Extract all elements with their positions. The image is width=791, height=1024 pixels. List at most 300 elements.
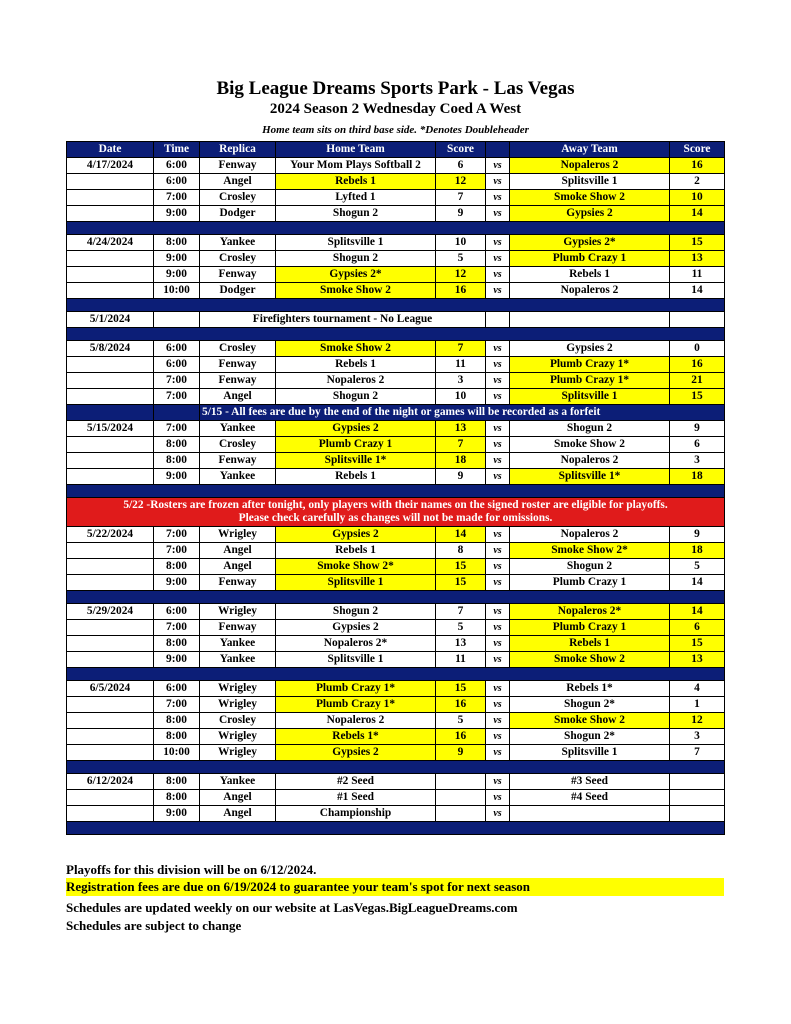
game-row bbox=[67, 389, 725, 405]
page-subtitle: 2024 Season 2 Wednesday Coed A West bbox=[269, 101, 522, 117]
home-score-cell: 15 bbox=[436, 559, 486, 575]
away-score-cell: 14 bbox=[670, 575, 725, 591]
vs-cell: vs bbox=[486, 713, 510, 729]
away-score-cell: 4 bbox=[670, 681, 725, 697]
away-score-cell: 6 bbox=[670, 437, 725, 453]
away-team-cell: Nopaleros 2* bbox=[510, 604, 670, 620]
away-score-cell: 14 bbox=[670, 283, 725, 299]
away-team-cell: Splitsville 1 bbox=[510, 389, 670, 405]
home-score-cell: 9 bbox=[436, 206, 486, 222]
replica-field-cell: Dodger bbox=[200, 206, 276, 222]
date-cell: 6/12/2024 bbox=[67, 774, 154, 790]
home-team-cell: Splitsville 1* bbox=[276, 453, 436, 469]
home-score-cell: 11 bbox=[436, 652, 486, 668]
replica-field-cell: Wrigley bbox=[200, 681, 276, 697]
vs-cell: vs bbox=[486, 267, 510, 283]
away-team-cell: Rebels 1 bbox=[510, 636, 670, 652]
home-team-cell: Your Mom Plays Softball 2 bbox=[276, 158, 436, 174]
col-replica: Replica bbox=[200, 142, 276, 158]
home-score-cell: 7 bbox=[436, 604, 486, 620]
home-team-cell: Plumb Crazy 1* bbox=[276, 697, 436, 713]
table-header-row bbox=[67, 142, 725, 158]
replica-field-cell: Yankee bbox=[200, 235, 276, 251]
date-cell bbox=[67, 697, 154, 713]
registration-note: Registration fees are due on 6/19/2024 to guarantee your team's spot for next season bbox=[66, 878, 724, 896]
away-score-cell: 3 bbox=[670, 729, 725, 745]
date-cell: 4/24/2024 bbox=[67, 235, 154, 251]
vs-cell: vs bbox=[486, 357, 510, 373]
game-row bbox=[67, 469, 725, 485]
event-text: Firefighters tournament - No League bbox=[200, 312, 486, 328]
separator-cell bbox=[67, 761, 725, 774]
home-score-cell: 5 bbox=[436, 713, 486, 729]
date-cell: 6/5/2024 bbox=[67, 681, 154, 697]
home-team-cell: #2 Seed bbox=[276, 774, 436, 790]
away-score-cell: 18 bbox=[670, 543, 725, 559]
date-cell bbox=[67, 190, 154, 206]
vs-cell: vs bbox=[486, 158, 510, 174]
separator-cell bbox=[67, 668, 725, 681]
away-score-cell: 1 bbox=[670, 697, 725, 713]
vs-cell: vs bbox=[486, 790, 510, 806]
time-cell: 7:00 bbox=[154, 373, 200, 389]
replica-field-cell: Angel bbox=[200, 174, 276, 190]
game-row bbox=[67, 713, 725, 729]
home-score-cell: 11 bbox=[436, 357, 486, 373]
home-team-cell: Rebels 1 bbox=[276, 357, 436, 373]
date-cell bbox=[67, 559, 154, 575]
away-score-cell: 6 bbox=[670, 620, 725, 636]
home-team-cell: Shogun 2 bbox=[276, 251, 436, 267]
vs-cell: vs bbox=[486, 235, 510, 251]
notice-text: 5/15 - All fees are due by the end of the night or games will be recorded as a forfeit bbox=[200, 405, 725, 421]
time-cell: 9:00 bbox=[154, 652, 200, 668]
date-cell: 4/17/2024 bbox=[67, 158, 154, 174]
vs-cell: vs bbox=[486, 729, 510, 745]
replica-field-cell: Fenway bbox=[200, 373, 276, 389]
home-score-cell: 8 bbox=[436, 543, 486, 559]
replica-field-cell: Fenway bbox=[200, 620, 276, 636]
vs-cell: vs bbox=[486, 774, 510, 790]
vs-cell: vs bbox=[486, 575, 510, 591]
replica-field-cell: Yankee bbox=[200, 636, 276, 652]
vs-cell: vs bbox=[486, 283, 510, 299]
vs-cell: vs bbox=[486, 681, 510, 697]
home-team-cell: Rebels 1 bbox=[276, 469, 436, 485]
vs-cell: vs bbox=[486, 806, 510, 822]
home-score-cell bbox=[436, 774, 486, 790]
replica-field-cell: Crosley bbox=[200, 713, 276, 729]
time-cell: 8:00 bbox=[154, 453, 200, 469]
separator-row bbox=[67, 299, 725, 312]
vs-cell: vs bbox=[486, 604, 510, 620]
vs-cell: vs bbox=[486, 389, 510, 405]
separator-row bbox=[67, 761, 725, 774]
game-row bbox=[67, 174, 725, 190]
game-row bbox=[67, 620, 725, 636]
away-score-cell: 15 bbox=[670, 389, 725, 405]
away-team-cell: Gypsies 2 bbox=[510, 206, 670, 222]
home-team-cell: Smoke Show 2* bbox=[276, 559, 436, 575]
date-cell bbox=[67, 251, 154, 267]
away-team-cell bbox=[510, 806, 670, 822]
date-cell bbox=[67, 206, 154, 222]
date-cell bbox=[67, 543, 154, 559]
away-team-cell: Shogun 2* bbox=[510, 697, 670, 713]
game-row bbox=[67, 437, 725, 453]
away-team-cell: Plumb Crazy 1 bbox=[510, 620, 670, 636]
home-team-cell: Plumb Crazy 1 bbox=[276, 437, 436, 453]
time-cell: 9:00 bbox=[154, 575, 200, 591]
game-row bbox=[67, 453, 725, 469]
game-row bbox=[67, 267, 725, 283]
away-team-cell: Nopaleros 2 bbox=[510, 527, 670, 543]
home-team-cell: Nopaleros 2 bbox=[276, 373, 436, 389]
date-cell bbox=[67, 373, 154, 389]
away-score-cell: 12 bbox=[670, 713, 725, 729]
away-team-cell: Rebels 1* bbox=[510, 681, 670, 697]
away-team-cell: Splitsville 1 bbox=[510, 174, 670, 190]
replica-field-cell: Crosley bbox=[200, 190, 276, 206]
separator-cell bbox=[67, 222, 725, 235]
game-row bbox=[67, 421, 725, 437]
date-cell: 5/29/2024 bbox=[67, 604, 154, 620]
date-cell: 5/8/2024 bbox=[67, 341, 154, 357]
home-score-cell: 5 bbox=[436, 620, 486, 636]
home-score-cell: 14 bbox=[436, 527, 486, 543]
away-score-cell: 9 bbox=[670, 421, 725, 437]
time-cell: 6:00 bbox=[154, 158, 200, 174]
time-cell: 6:00 bbox=[154, 604, 200, 620]
replica-field-cell: Wrigley bbox=[200, 697, 276, 713]
replica-field-cell: Dodger bbox=[200, 283, 276, 299]
replica-field-cell: Fenway bbox=[200, 575, 276, 591]
date-cell bbox=[67, 469, 154, 485]
replica-field-cell: Wrigley bbox=[200, 729, 276, 745]
notice-spacer bbox=[154, 405, 200, 421]
game-row bbox=[67, 158, 725, 174]
time-cell: 7:00 bbox=[154, 190, 200, 206]
home-team-cell: Championship bbox=[276, 806, 436, 822]
replica-field-cell: Wrigley bbox=[200, 527, 276, 543]
playoffs-note: Playoffs for this division will be on 6/12/2024. bbox=[66, 862, 317, 877]
away-team-cell: Nopaleros 2 bbox=[510, 453, 670, 469]
game-row bbox=[67, 251, 725, 267]
home-team-cell: Shogun 2 bbox=[276, 389, 436, 405]
separator-row bbox=[67, 591, 725, 604]
home-team-cell: Gypsies 2 bbox=[276, 421, 436, 437]
vs-cell: vs bbox=[486, 652, 510, 668]
away-team-cell: Smoke Show 2 bbox=[510, 437, 670, 453]
separator-row bbox=[67, 485, 725, 498]
home-score-cell: 15 bbox=[436, 575, 486, 591]
away-score-cell: 15 bbox=[670, 636, 725, 652]
away-team-cell: Smoke Show 2 bbox=[510, 652, 670, 668]
vs-cell: vs bbox=[486, 437, 510, 453]
home-score-cell bbox=[436, 790, 486, 806]
time-cell: 8:00 bbox=[154, 437, 200, 453]
replica-field-cell: Angel bbox=[200, 806, 276, 822]
notice-row bbox=[67, 405, 725, 421]
away-team-cell: Smoke Show 2* bbox=[510, 543, 670, 559]
replica-field-cell: Yankee bbox=[200, 421, 276, 437]
away-team-cell: Shogun 2 bbox=[510, 559, 670, 575]
date-cell bbox=[67, 806, 154, 822]
game-row bbox=[67, 190, 725, 206]
roster-alert-line2: Please check carefully as changes will not be made for omissions. bbox=[238, 512, 553, 524]
away-score-cell: 13 bbox=[670, 251, 725, 267]
home-score-cell: 3 bbox=[436, 373, 486, 389]
home-score-cell: 13 bbox=[436, 421, 486, 437]
home-score-cell: 9 bbox=[436, 745, 486, 761]
vs-cell: vs bbox=[486, 745, 510, 761]
notice-spacer bbox=[67, 405, 154, 421]
page-title: Big League Dreams Sports Park - Las Vegas bbox=[216, 78, 575, 99]
away-score-cell: 0 bbox=[670, 341, 725, 357]
away-score-cell: 13 bbox=[670, 652, 725, 668]
game-row bbox=[67, 527, 725, 543]
home-team-cell: Plumb Crazy 1* bbox=[276, 681, 436, 697]
time-cell: 9:00 bbox=[154, 806, 200, 822]
time-cell: 7:00 bbox=[154, 389, 200, 405]
vs-cell: vs bbox=[486, 559, 510, 575]
away-score-cell: 9 bbox=[670, 527, 725, 543]
replica-field-cell: Fenway bbox=[200, 453, 276, 469]
replica-field-cell: Crosley bbox=[200, 341, 276, 357]
home-team-cell: Splitsville 1 bbox=[276, 652, 436, 668]
separator-cell bbox=[67, 299, 725, 312]
col-date: Date bbox=[67, 142, 154, 158]
away-score-cell: 21 bbox=[670, 373, 725, 389]
time-cell: 6:00 bbox=[154, 341, 200, 357]
replica-field-cell: Wrigley bbox=[200, 745, 276, 761]
away-team-cell: Gypsies 2 bbox=[510, 341, 670, 357]
away-team-cell: Shogun 2 bbox=[510, 421, 670, 437]
separator-row bbox=[67, 668, 725, 681]
away-score-cell: 3 bbox=[670, 453, 725, 469]
home-team-cell: Splitsville 1 bbox=[276, 575, 436, 591]
time-cell: 7:00 bbox=[154, 527, 200, 543]
event-row bbox=[67, 312, 725, 328]
separator-cell bbox=[67, 822, 725, 835]
home-team-cell: Gypsies 2 bbox=[276, 527, 436, 543]
away-team-cell: Plumb Crazy 1* bbox=[510, 373, 670, 389]
home-team-cell: Smoke Show 2 bbox=[276, 283, 436, 299]
date-cell bbox=[67, 389, 154, 405]
schedule-table bbox=[66, 141, 725, 835]
home-score-cell: 7 bbox=[436, 341, 486, 357]
date-cell bbox=[67, 620, 154, 636]
replica-field-cell: Crosley bbox=[200, 437, 276, 453]
replica-field-cell: Angel bbox=[200, 559, 276, 575]
game-row bbox=[67, 790, 725, 806]
away-score-cell: 14 bbox=[670, 604, 725, 620]
away-team-cell: Plumb Crazy 1 bbox=[510, 251, 670, 267]
replica-field-cell: Fenway bbox=[200, 357, 276, 373]
replica-field-cell: Crosley bbox=[200, 251, 276, 267]
away-score-cell bbox=[670, 774, 725, 790]
vs-cell: vs bbox=[486, 636, 510, 652]
away-score-cell bbox=[670, 790, 725, 806]
away-team-cell: Shogun 2* bbox=[510, 729, 670, 745]
replica-field-cell: Angel bbox=[200, 790, 276, 806]
home-team-cell: Rebels 1 bbox=[276, 174, 436, 190]
separator-cell bbox=[67, 591, 725, 604]
away-team-cell: Splitsville 1* bbox=[510, 469, 670, 485]
away-score-cell: 18 bbox=[670, 469, 725, 485]
time-cell: 10:00 bbox=[154, 745, 200, 761]
home-score-cell: 7 bbox=[436, 437, 486, 453]
time-cell: 7:00 bbox=[154, 421, 200, 437]
vs-cell: vs bbox=[486, 341, 510, 357]
home-score-cell: 10 bbox=[436, 235, 486, 251]
separator-cell bbox=[67, 328, 725, 341]
date-cell: 5/15/2024 bbox=[67, 421, 154, 437]
vs-cell: vs bbox=[486, 421, 510, 437]
away-score-cell: 2 bbox=[670, 174, 725, 190]
game-row bbox=[67, 543, 725, 559]
time-cell: 8:00 bbox=[154, 774, 200, 790]
away-team-cell: Gypsies 2* bbox=[510, 235, 670, 251]
date-cell bbox=[67, 453, 154, 469]
replica-field-cell: Angel bbox=[200, 389, 276, 405]
home-team-cell: Nopaleros 2 bbox=[276, 713, 436, 729]
time-cell: 8:00 bbox=[154, 636, 200, 652]
game-row bbox=[67, 636, 725, 652]
time-cell: 8:00 bbox=[154, 235, 200, 251]
home-team-cell: Rebels 1* bbox=[276, 729, 436, 745]
date-cell bbox=[67, 713, 154, 729]
vs-cell: vs bbox=[486, 527, 510, 543]
away-score-cell bbox=[670, 312, 725, 328]
time-cell: 7:00 bbox=[154, 543, 200, 559]
home-team-cell: Gypsies 2 bbox=[276, 620, 436, 636]
game-row bbox=[67, 745, 725, 761]
time-cell: 10:00 bbox=[154, 283, 200, 299]
game-row bbox=[67, 373, 725, 389]
home-score-cell: 9 bbox=[436, 469, 486, 485]
time-cell: 8:00 bbox=[154, 559, 200, 575]
date-cell bbox=[67, 437, 154, 453]
home-score-cell: 5 bbox=[436, 251, 486, 267]
game-row bbox=[67, 206, 725, 222]
replica-field-cell: Yankee bbox=[200, 652, 276, 668]
home-team-cell: Nopaleros 2* bbox=[276, 636, 436, 652]
away-team-cell: #4 Seed bbox=[510, 790, 670, 806]
date-cell bbox=[67, 790, 154, 806]
date-cell bbox=[67, 267, 154, 283]
away-team-cell: Plumb Crazy 1* bbox=[510, 357, 670, 373]
home-score-cell: 13 bbox=[436, 636, 486, 652]
time-cell: 6:00 bbox=[154, 357, 200, 373]
time-cell: 7:00 bbox=[154, 697, 200, 713]
game-row bbox=[67, 774, 725, 790]
away-team-cell: #3 Seed bbox=[510, 774, 670, 790]
date-cell bbox=[67, 174, 154, 190]
away-team-cell: Rebels 1 bbox=[510, 267, 670, 283]
home-team-cell: #1 Seed bbox=[276, 790, 436, 806]
home-team-cell: Gypsies 2* bbox=[276, 267, 436, 283]
home-score-cell: 16 bbox=[436, 697, 486, 713]
home-score-cell: 10 bbox=[436, 389, 486, 405]
separator-row bbox=[67, 328, 725, 341]
time-cell bbox=[154, 312, 200, 328]
vs-cell: vs bbox=[486, 469, 510, 485]
col-time: Time bbox=[154, 142, 200, 158]
home-score-cell: 12 bbox=[436, 267, 486, 283]
home-team-cell: Shogun 2 bbox=[276, 604, 436, 620]
replica-field-cell: Angel bbox=[200, 543, 276, 559]
home-score-cell: 6 bbox=[436, 158, 486, 174]
time-cell: 8:00 bbox=[154, 729, 200, 745]
col-home-score: Score bbox=[436, 142, 486, 158]
vs-cell: vs bbox=[486, 190, 510, 206]
away-team-cell: Plumb Crazy 1 bbox=[510, 575, 670, 591]
time-cell: 9:00 bbox=[154, 267, 200, 283]
game-row bbox=[67, 806, 725, 822]
vs-cell: vs bbox=[486, 453, 510, 469]
game-row bbox=[67, 559, 725, 575]
roster-alert-cell bbox=[67, 498, 725, 527]
home-team-cell: Splitsville 1 bbox=[276, 235, 436, 251]
roster-alert-row bbox=[67, 498, 725, 527]
away-team-cell: Splitsville 1 bbox=[510, 745, 670, 761]
home-team-cell: Rebels 1 bbox=[276, 543, 436, 559]
col-home-team: Home Team bbox=[276, 142, 436, 158]
separator-row bbox=[67, 222, 725, 235]
away-score-cell: 15 bbox=[670, 235, 725, 251]
vs-cell bbox=[486, 312, 510, 328]
home-score-cell: 7 bbox=[436, 190, 486, 206]
vs-cell: vs bbox=[486, 206, 510, 222]
replica-field-cell: Yankee bbox=[200, 469, 276, 485]
away-team-cell bbox=[510, 312, 670, 328]
home-score-cell: 16 bbox=[436, 729, 486, 745]
away-score-cell bbox=[670, 806, 725, 822]
replica-field-cell: Fenway bbox=[200, 158, 276, 174]
date-cell bbox=[67, 636, 154, 652]
replica-field-cell: Wrigley bbox=[200, 604, 276, 620]
game-row bbox=[67, 604, 725, 620]
away-score-cell: 10 bbox=[670, 190, 725, 206]
vs-cell: vs bbox=[486, 620, 510, 636]
home-score-cell: 16 bbox=[436, 283, 486, 299]
away-score-cell: 16 bbox=[670, 357, 725, 373]
date-cell: 5/1/2024 bbox=[67, 312, 154, 328]
vs-cell: vs bbox=[486, 174, 510, 190]
away-team-cell: Nopaleros 2 bbox=[510, 158, 670, 174]
roster-alert-line1: 5/22 -Rosters are frozen after tonight, only players with their names on the signed roster are eligible for playoffs. bbox=[123, 499, 668, 511]
date-cell bbox=[67, 357, 154, 373]
away-score-cell: 14 bbox=[670, 206, 725, 222]
date-cell bbox=[67, 745, 154, 761]
vs-cell: vs bbox=[486, 697, 510, 713]
home-team-cell: Gypsies 2 bbox=[276, 745, 436, 761]
game-row bbox=[67, 341, 725, 357]
date-cell bbox=[67, 652, 154, 668]
time-cell: 6:00 bbox=[154, 681, 200, 697]
replica-field-cell: Fenway bbox=[200, 267, 276, 283]
home-score-cell: 12 bbox=[436, 174, 486, 190]
away-team-cell: Smoke Show 2 bbox=[510, 713, 670, 729]
date-cell: 5/22/2024 bbox=[67, 527, 154, 543]
vs-cell: vs bbox=[486, 251, 510, 267]
home-team-cell: Lyfted 1 bbox=[276, 190, 436, 206]
away-score-cell: 7 bbox=[670, 745, 725, 761]
col-away-team: Away Team bbox=[510, 142, 670, 158]
game-row bbox=[67, 681, 725, 697]
time-cell: 7:00 bbox=[154, 620, 200, 636]
